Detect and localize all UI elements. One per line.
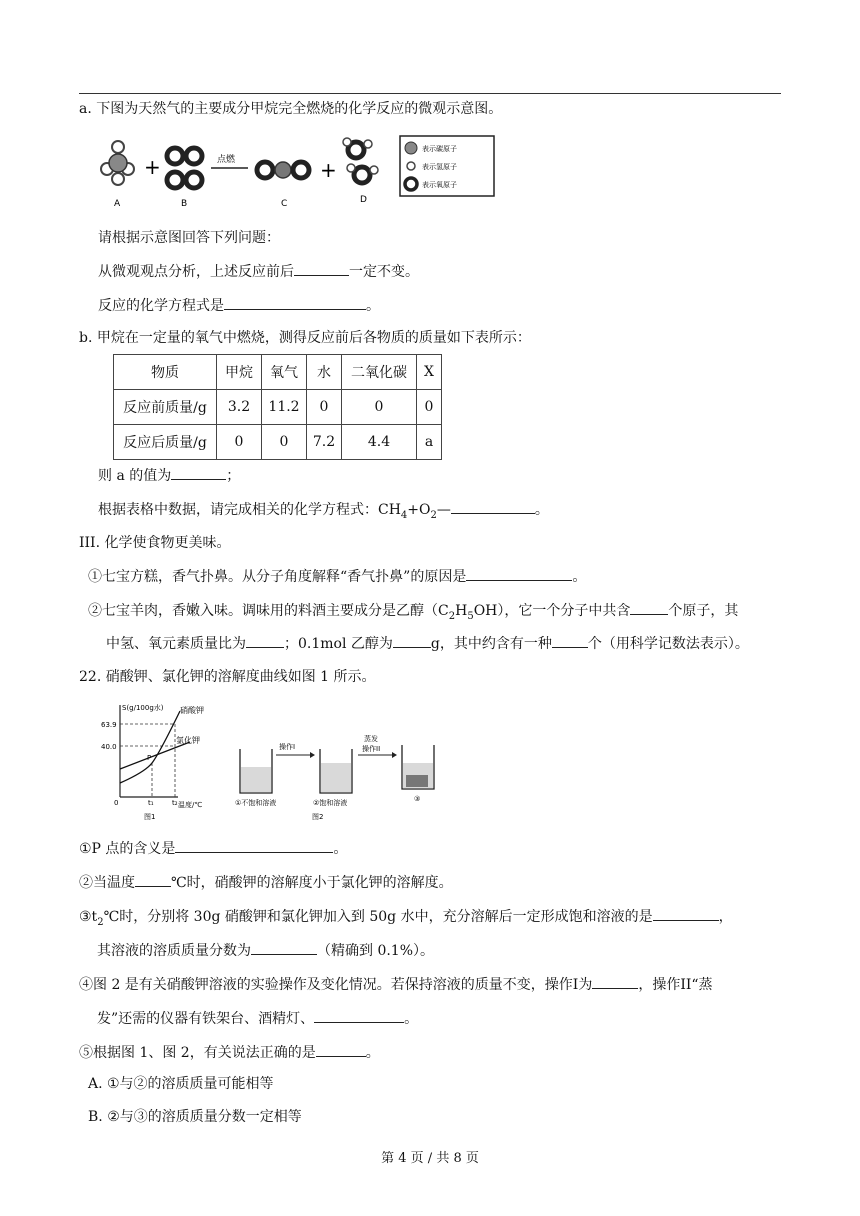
answer-blank[interactable] [314, 1008, 404, 1023]
table-cell: 11.2 [262, 390, 307, 425]
svg-text:①不饱和溶液: ①不饱和溶液 [235, 799, 277, 807]
y-tick: 40.0 [101, 743, 117, 751]
y-axis-label: S(g/100g水) [122, 704, 164, 712]
molecule-d [343, 138, 378, 205]
y-tick: 63.9 [101, 721, 117, 729]
series-label: 氯化钾 [176, 736, 200, 745]
atom-legend [400, 136, 494, 196]
question-22-4: ④图 2 是有关硝酸钾溶液的实验操作及变化情况。若保持溶液的质量不变，操作I为 ，操作II“蒸 [79, 974, 713, 995]
solubility-curve-chart [101, 703, 204, 821]
question-iii-2: ②七宝羊肉，香嫩入味。调味用的料酒主要成分是乙醇$(C_2H_5OH)$，它一个分子中共含 个原子，其 [88, 600, 738, 627]
svg-text:操作II: 操作II [362, 745, 381, 753]
series-label: 硝酸钾 [180, 706, 204, 715]
question-22-3: $③t_2℃$时，分别将 30g 硝酸钾和氯化钾加入到 50g 水中，充分溶解后一定形成饱和溶液的是 ， [79, 906, 733, 933]
mass-table [113, 354, 442, 460]
table-row [114, 425, 442, 460]
answer-blank[interactable] [630, 600, 668, 615]
header-rule [79, 93, 781, 94]
page-footer: 第 4 页 / 共 8 页 [381, 1151, 479, 1166]
question-22-1: ①P 点的含义是 。 [79, 838, 347, 859]
section-a-intro: a. 下图为天然气的主要成分甲烷完全燃烧的化学反应的微观示意图。 [79, 101, 503, 117]
table-cell: 氧气 [262, 355, 307, 390]
figure-caption: 图1 [144, 813, 156, 821]
table-cell: 0 [307, 390, 342, 425]
table-cell: 3.2 [217, 390, 262, 425]
figure-caption: 图2 [312, 813, 324, 821]
answer-blank[interactable] [251, 940, 317, 955]
molecule-b [167, 148, 202, 209]
table-cell: 0 [217, 425, 262, 460]
point-p-label: P [147, 754, 152, 762]
answer-blank[interactable] [175, 838, 333, 853]
table-row [114, 390, 442, 425]
question-iii-1: ①七宝方糕，香气扑鼻。从分子角度解释“香气扑鼻”的原因是 。 [88, 566, 586, 587]
plus-sign-2: + [320, 158, 337, 182]
question-b2: 根据表格中数据，请完成相关的化学方程式：$CH_4+O_2—$ 。 [98, 499, 549, 526]
svg-text:蒸发: 蒸发 [364, 735, 378, 743]
answer-blank[interactable] [592, 974, 638, 989]
question-a2: 反应的化学方程式是 。 [98, 295, 380, 316]
x-tick: t₂ [172, 799, 178, 807]
table-cell: 物质 [114, 355, 217, 390]
molecule-a [101, 141, 134, 209]
answer-blank[interactable] [246, 633, 284, 648]
experiment-diagram [235, 734, 434, 821]
svg-text:C: C [281, 199, 288, 209]
answer-blank[interactable] [451, 499, 535, 514]
svg-text:③: ③ [414, 795, 421, 803]
question-22-3-cont: 其溶液的溶质质量分数为 （精确到 0.1%）。 [97, 940, 434, 961]
table-cell: 甲烷 [217, 355, 262, 390]
reaction-condition: 点燃 [217, 155, 236, 165]
table-cell: 水 [307, 355, 342, 390]
x-tick: t₁ [148, 799, 154, 807]
x-axis-label: 温度/℃ [178, 801, 203, 809]
question-a1: 从微观观点分析，上述反应前后 一定不变。 [98, 261, 419, 282]
table-cell: 0 [262, 425, 307, 460]
table-header-row [114, 355, 442, 390]
table-cell: 二氧化碳 [342, 355, 417, 390]
answer-blank[interactable] [552, 633, 588, 648]
answer-blank[interactable] [294, 261, 349, 276]
crystals [406, 775, 428, 787]
question-22-5: ⑤根据图 1、图 2，有关说法正确的是 。 [79, 1042, 380, 1063]
answer-blank[interactable] [135, 872, 171, 887]
table-cell: 4.4 [342, 425, 417, 460]
answer-blank[interactable] [393, 633, 431, 648]
answer-blank[interactable] [653, 906, 719, 921]
option-a[interactable]: A. ①与②的溶质质量可能相等 [88, 1076, 274, 1092]
svg-text:B: B [181, 199, 188, 209]
section-iii-title: III. 化学使食物更美味。 [79, 535, 231, 551]
answer-blank[interactable] [466, 566, 572, 581]
question-22-2: ②当温度 ℃时，硝酸钾的溶解度小于氯化钾的溶解度。 [79, 872, 453, 893]
molecule-c [257, 162, 309, 209]
series-kno3 [120, 711, 180, 783]
table-cell: X [417, 355, 442, 390]
question-iii-2-cont: 中氢、氧元素质量比为 ；0.1mol 乙醇为 g，其中约含有一种 个（用科学记数法表示）。 [106, 633, 749, 654]
question-b1: 则 a 的值为 ； [98, 465, 240, 486]
svg-text:表示碳原子: 表示碳原子 [422, 145, 457, 153]
svg-text:A: A [114, 199, 121, 209]
table-cell: 7.2 [307, 425, 342, 460]
option-b[interactable]: B. ②与③的溶质质量分数一定相等 [88, 1109, 302, 1125]
table-cell: 0 [417, 390, 442, 425]
section-b-intro: b. 甲烷在一定量的氧气中燃烧，测得反应前后各物质的质量如下表所示： [79, 330, 531, 346]
table-cell: a [417, 425, 442, 460]
x-tick: 0 [114, 799, 119, 807]
table-cell: 反应前质量/g [114, 390, 217, 425]
question-22-title: 22. 硝酸钾、氯化钾的溶解度曲线如图 1 所示。 [79, 669, 376, 685]
svg-text:表示氧原子: 表示氧原子 [422, 181, 457, 189]
answer-blank[interactable] [224, 295, 366, 310]
answer-blank[interactable] [171, 465, 226, 480]
svg-text:操作I: 操作I [279, 743, 296, 751]
answer-blank[interactable] [316, 1042, 366, 1057]
question-prompt: 请根据示意图回答下列问题： [98, 230, 280, 246]
plus-sign: + [144, 155, 161, 179]
svg-text:②饱和溶液: ②饱和溶液 [313, 799, 348, 807]
table-cell: 反应后质量/g [114, 425, 217, 460]
solubility-figure [100, 697, 440, 827]
table-cell: 0 [342, 390, 417, 425]
methane-reaction-diagram [98, 132, 508, 210]
question-22-4-cont: 发”还需的仪器有铁架台、酒精灯、 。 [97, 1008, 418, 1029]
svg-text:D: D [360, 195, 367, 205]
svg-text:表示氢原子: 表示氢原子 [422, 163, 457, 171]
